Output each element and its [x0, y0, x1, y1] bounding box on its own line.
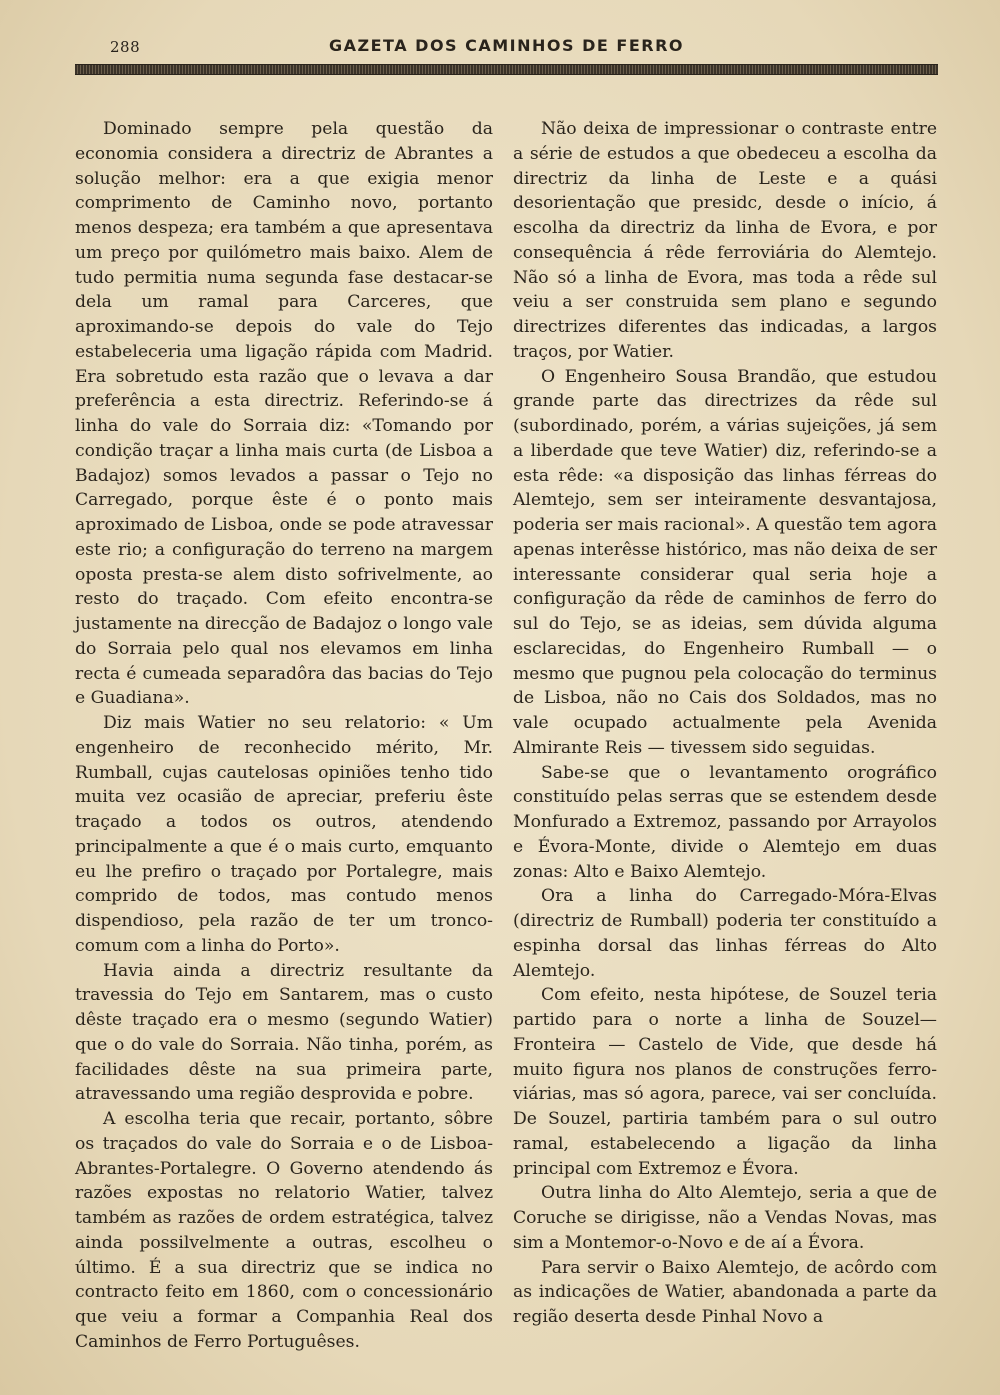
paragraph: Para servir o Baixo Alemtejo, de acôrdo com as indicações de Watier, abandonada a parte da região deserta desde Pinhal Novo a [513, 1257, 937, 1327]
right-column [513, 117, 937, 1330]
paragraph: Ora a linha do Carregado-Móra-Elvas (directriz de Rumball) poderia ter constituído a espinha dorsal das linhas férreas do Alto Alemtejo. [513, 886, 937, 981]
left-column [75, 117, 493, 1355]
paragraph: Sabe-se que o levantamento orográfico constituído pelas serras que se estendem desde Monfurado a Extremoz, passando por Arrayolos e Évora-Monte, divide o Alemtejo em duas zonas: Alto e Baixo Alemtejo. [513, 762, 937, 882]
paragraph: O Engenheiro Sousa Brandão, que estudou grande parte das directrizes da rêde sul (subordinado, porém, a várias sujeições, já sem a liberdade que teve Watier) diz, referindo-se a esta rêde: «a disposição das linhas férreas do Alemtejo, sem ser inteiramente desvantajosa, poderia ser mais racional». A questão tem agora apenas interêsse histórico, mas não deixa de ser interessante considerar qual seria hoje a configuração da rêde de caminhos de ferro do sul do Tejo, se as ideias, sem dúvida alguma esclarecidas, do Engenheiro Rumball — o mesmo que pugnou pela colocação do terminus de Lisboa, não no Cais dos Soldados, mas no vale ocupado actualmente pela Avenida Almirante Reis — tivessem sido seguidas. [513, 366, 937, 758]
paragraph: Outra linha do Alto Alemtejo, seria a que de Coruche se dirigisse, não a Vendas Novas, mas sim a Montemor-o-Novo e de aí a Évora. [513, 1183, 937, 1253]
paragraph: Diz mais Watier no seu relatorio: « Um engenheiro de reconhecido mérito, Mr. Rumball, cujas cautelosas opiniões tenho tido muita vez ocasião de apreciar, preferiu êste traçado a todos os outros, atendendo principalmente a que é o mais curto, emquanto eu lhe prefiro o traçado por Portalegre, mais comprido de todos, mas contudo menos dispendioso, pela razão de ter um tronco-comum com a linha do Porto». [75, 713, 493, 956]
running-head: GAZETA DOS CAMINHOS DE FERRO [328, 36, 684, 55]
page-number: 288 [110, 38, 141, 56]
paragraph: Havia ainda a directriz resultante da travessia do Tejo em Santarem, mas o custo dêste traçado era o mesmo (segundo Watier) que o do vale do Sorraia. Não tinha, porém, as facilidades dêste na sua primeira parte, atravessando uma região desprovida e pobre. [75, 960, 493, 1105]
header-rule [75, 64, 938, 75]
paragraph: Dominado sempre pela questão da economia considera a directriz de Abrantes a solução melhor: era a que exigia menor comprimento de Caminho novo, portanto menos despeza; era também a que apresentava um preço por quilómetro mais baixo. Alem de tudo permitia numa segunda fase destacar-se dela um ramal para Carceres, que aproximando-se depois do vale do Tejo estabeleceria uma ligação rápida com Madrid. Era sobretudo esta razão que o levava a dar preferência a esta directriz. Referindo-se á linha do vale do Sorraia diz: «Tomando por condição traçar a linha mais curta (de Lisboa a Badajoz) somos levados a passar o Tejo no Carregado, porque êste é o ponto mais aproximado de Lisboa, onde se pode atravessar este rio; a configuração do terreno na margem oposta presta-se alem disto sofrivelmente, ao resto do traçado. Com efeito encontra-se justamente na direcção de Badajoz o longo vale do Sorraia pelo qual nos elevamos em linha recta é cumeada separadôra das bacias do Tejo e Guadiana». [75, 119, 493, 709]
paragraph: A escolha teria que recair, portanto, sôbre os traçados do vale do Sorraia e o de Lisboa-Abrantes-Portalegre. O Governo atendendo ás razões expostas no relatorio Watier, talvez também as razões de ordem estratégica, talvez ainda possilvelmente a outras, escolheu o último. É a sua directriz que se indica no contracto feito em 1860, com o concessionário que veiu a formar a Companhia Real dos Caminhos de Ferro Portuguêses. [75, 1109, 493, 1352]
paragraph: Com efeito, nesta hipótese, de Souzel teria partido para o norte a linha de Souzel—Fronteira — Castelo de Vide, que desde há muito figura nos planos de construções ferro-viárias, mas só agora, parece, vai ser concluída. De Souzel, partiria também para o sul outro ramal, estabelecendo a ligação da linha principal com Extremoz e Évora. [513, 985, 937, 1179]
page-header [75, 34, 938, 58]
paragraph: Não deixa de impressionar o contraste entre a série de estudos a que obedeceu a escolha da directriz da linha de Leste e a quási desorientação que presidc, desde o início, á escolha da directriz da linha de Evora, e por consequência á rêde ferroviária do Alemtejo. Não só a linha de Evora, mas toda a rêde sul veiu a ser construida sem plano e segundo directrizes diferentes das indicadas, a largos traços, por Watier. [513, 119, 937, 362]
